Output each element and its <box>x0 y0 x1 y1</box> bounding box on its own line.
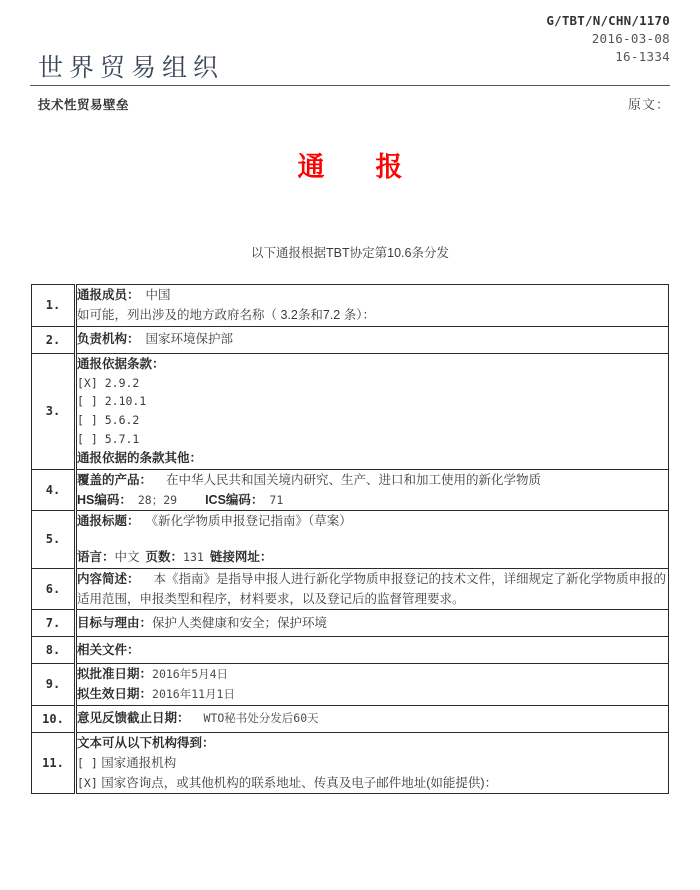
adoption-date-label: 拟批准日期： <box>77 667 153 681</box>
checkbox-mark: [ ] <box>77 394 98 409</box>
row-number: 6. <box>32 568 76 610</box>
hs-code-value: 28；29 <box>137 492 178 507</box>
checkbox-option-national-notification-authority[interactable] <box>77 753 668 773</box>
wto-logo-block <box>38 48 458 84</box>
table-row <box>32 285 669 327</box>
table-row <box>32 664 669 706</box>
pages-value: 131 <box>183 550 204 565</box>
field-label: 目标与理由： <box>77 615 153 630</box>
adoption-date-value: 2016年5月4日 <box>152 667 229 681</box>
distribution-note: 以下通报根据TBT协定第10.6条分发 <box>251 246 449 260</box>
checkbox-mark: [ ] <box>77 755 98 770</box>
ics-code-value: 71 <box>269 492 284 507</box>
checkbox-mark: [X] <box>77 776 98 790</box>
table-row <box>32 511 669 569</box>
field-value: 《新化学物质申报登记指南》（草案） <box>145 514 352 528</box>
row-content-notification-title <box>76 511 669 569</box>
table-row <box>32 732 669 794</box>
field-label: 文本可从以下机构得到： <box>77 735 215 750</box>
field-label: 负责机构： <box>77 332 140 347</box>
field-value: 在中华人民共和国关境内研究、生产、进口和加工使用的新化学物质 <box>166 472 542 487</box>
field-label: 意见反馈截止日期： <box>77 711 190 726</box>
row-content-dates <box>76 664 669 706</box>
checkbox-label: 国家咨询点，或其他机构的联系地址、传真及电子邮件地址(如能提供)： <box>101 776 498 790</box>
entry-force-date-label: 拟生效日期： <box>77 687 153 702</box>
row-content-text-available-from <box>76 732 669 794</box>
row-content-notifying-member <box>76 285 669 327</box>
hs-code-label: HS编码： <box>77 492 132 507</box>
page-title: 通 报 <box>297 152 415 182</box>
entry-force-date-value: 2016年11月1日 <box>152 687 235 702</box>
field-label-other-provision: 通报依据的条款其他： <box>77 451 203 466</box>
checkbox-label: 2.10.1 <box>104 394 147 409</box>
pages-label: 页数： <box>145 550 184 565</box>
checkbox-option-national-enquiry-point[interactable] <box>77 773 668 793</box>
row-content-relevant-documents <box>76 637 669 664</box>
field-value: 本《指南》是指导申报人进行新化学物质申报登记的技术文件，详细规定了新化学物质申报的适用范围，申报类型和程序，材料要求，以及登记后的监督管理要求。 <box>77 571 667 606</box>
document-symbol: G/TBT/N/CHN/1170 <box>546 13 670 28</box>
field-value: 中国 <box>145 288 171 302</box>
language-value: 中文 <box>114 550 140 565</box>
checkbox-label: 5.7.1 <box>104 431 140 446</box>
checkbox-label: 国家通报机构 <box>101 755 177 770</box>
row-number: 10. <box>32 705 76 732</box>
ics-code-label: ICS编码： <box>205 492 264 507</box>
field-value: 保护人类健康和安全；保护环境 <box>152 615 328 630</box>
checkbox-option-2-9-2[interactable] <box>77 374 668 393</box>
committee-name: 技术性贸易壁垒 <box>38 98 130 112</box>
field-label: 内容简述： <box>77 571 140 586</box>
row-content-objective <box>76 610 669 637</box>
url-label[interactable]: 链接网址： <box>209 550 273 565</box>
checkbox-mark: [ ] <box>77 431 98 446</box>
field-label: 通报成员： <box>77 288 140 302</box>
original-language-label: 原文： <box>627 97 670 112</box>
row-content-comment-deadline <box>76 705 669 732</box>
table-row <box>32 637 669 664</box>
row-number: 7. <box>32 610 76 637</box>
field-label: 通报依据条款： <box>77 356 165 371</box>
row-content-description <box>76 568 669 610</box>
row-number: 8. <box>32 637 76 664</box>
row-content-agency <box>76 326 669 353</box>
table-row <box>32 353 669 469</box>
checkbox-mark: [ ] <box>77 413 98 427</box>
row-number: 5. <box>32 511 76 569</box>
language-label: 语言： <box>77 550 115 565</box>
checkbox-mark: [X] <box>77 375 98 390</box>
row-number: 9. <box>32 664 76 706</box>
field-value: 国家环境保护部 <box>145 332 234 347</box>
organization-name: 世界贸易组织 <box>38 53 225 82</box>
blank-line <box>77 531 668 547</box>
header-divider <box>30 85 670 86</box>
field-value: WTO秘书处分发后60天 <box>203 711 319 726</box>
row-number: 3. <box>32 353 76 469</box>
table-row <box>32 610 669 637</box>
row-number: 2. <box>32 326 76 353</box>
row-number: 4. <box>32 469 76 511</box>
checkbox-option-2-10-1[interactable] <box>77 392 668 411</box>
field-label: 通报标题： <box>77 514 140 528</box>
table-row <box>32 326 669 353</box>
field-sub-line: 如可能，列出涉及的地方政府名称（ 3.2条和7.2 条）： <box>77 308 375 323</box>
checkbox-option-5-7-1[interactable] <box>77 430 668 449</box>
row-number: 11. <box>32 732 76 794</box>
document-date: 2016-03-08 <box>591 31 670 47</box>
checkbox-label: 2.9.2 <box>104 375 140 390</box>
row-content-products-covered <box>76 469 669 511</box>
table-row <box>32 705 669 732</box>
document-job-number: 16-1334 <box>615 49 670 65</box>
checkbox-label: 5.6.2 <box>104 413 140 427</box>
row-content-provisions <box>76 353 669 469</box>
field-label: 覆盖的产品： <box>77 472 153 487</box>
table-row <box>32 469 669 511</box>
field-label: 相关文件： <box>77 642 140 657</box>
row-number: 1. <box>32 285 76 327</box>
notification-table <box>31 284 669 794</box>
table-row <box>32 568 669 610</box>
checkbox-option-5-6-2[interactable] <box>77 411 668 430</box>
